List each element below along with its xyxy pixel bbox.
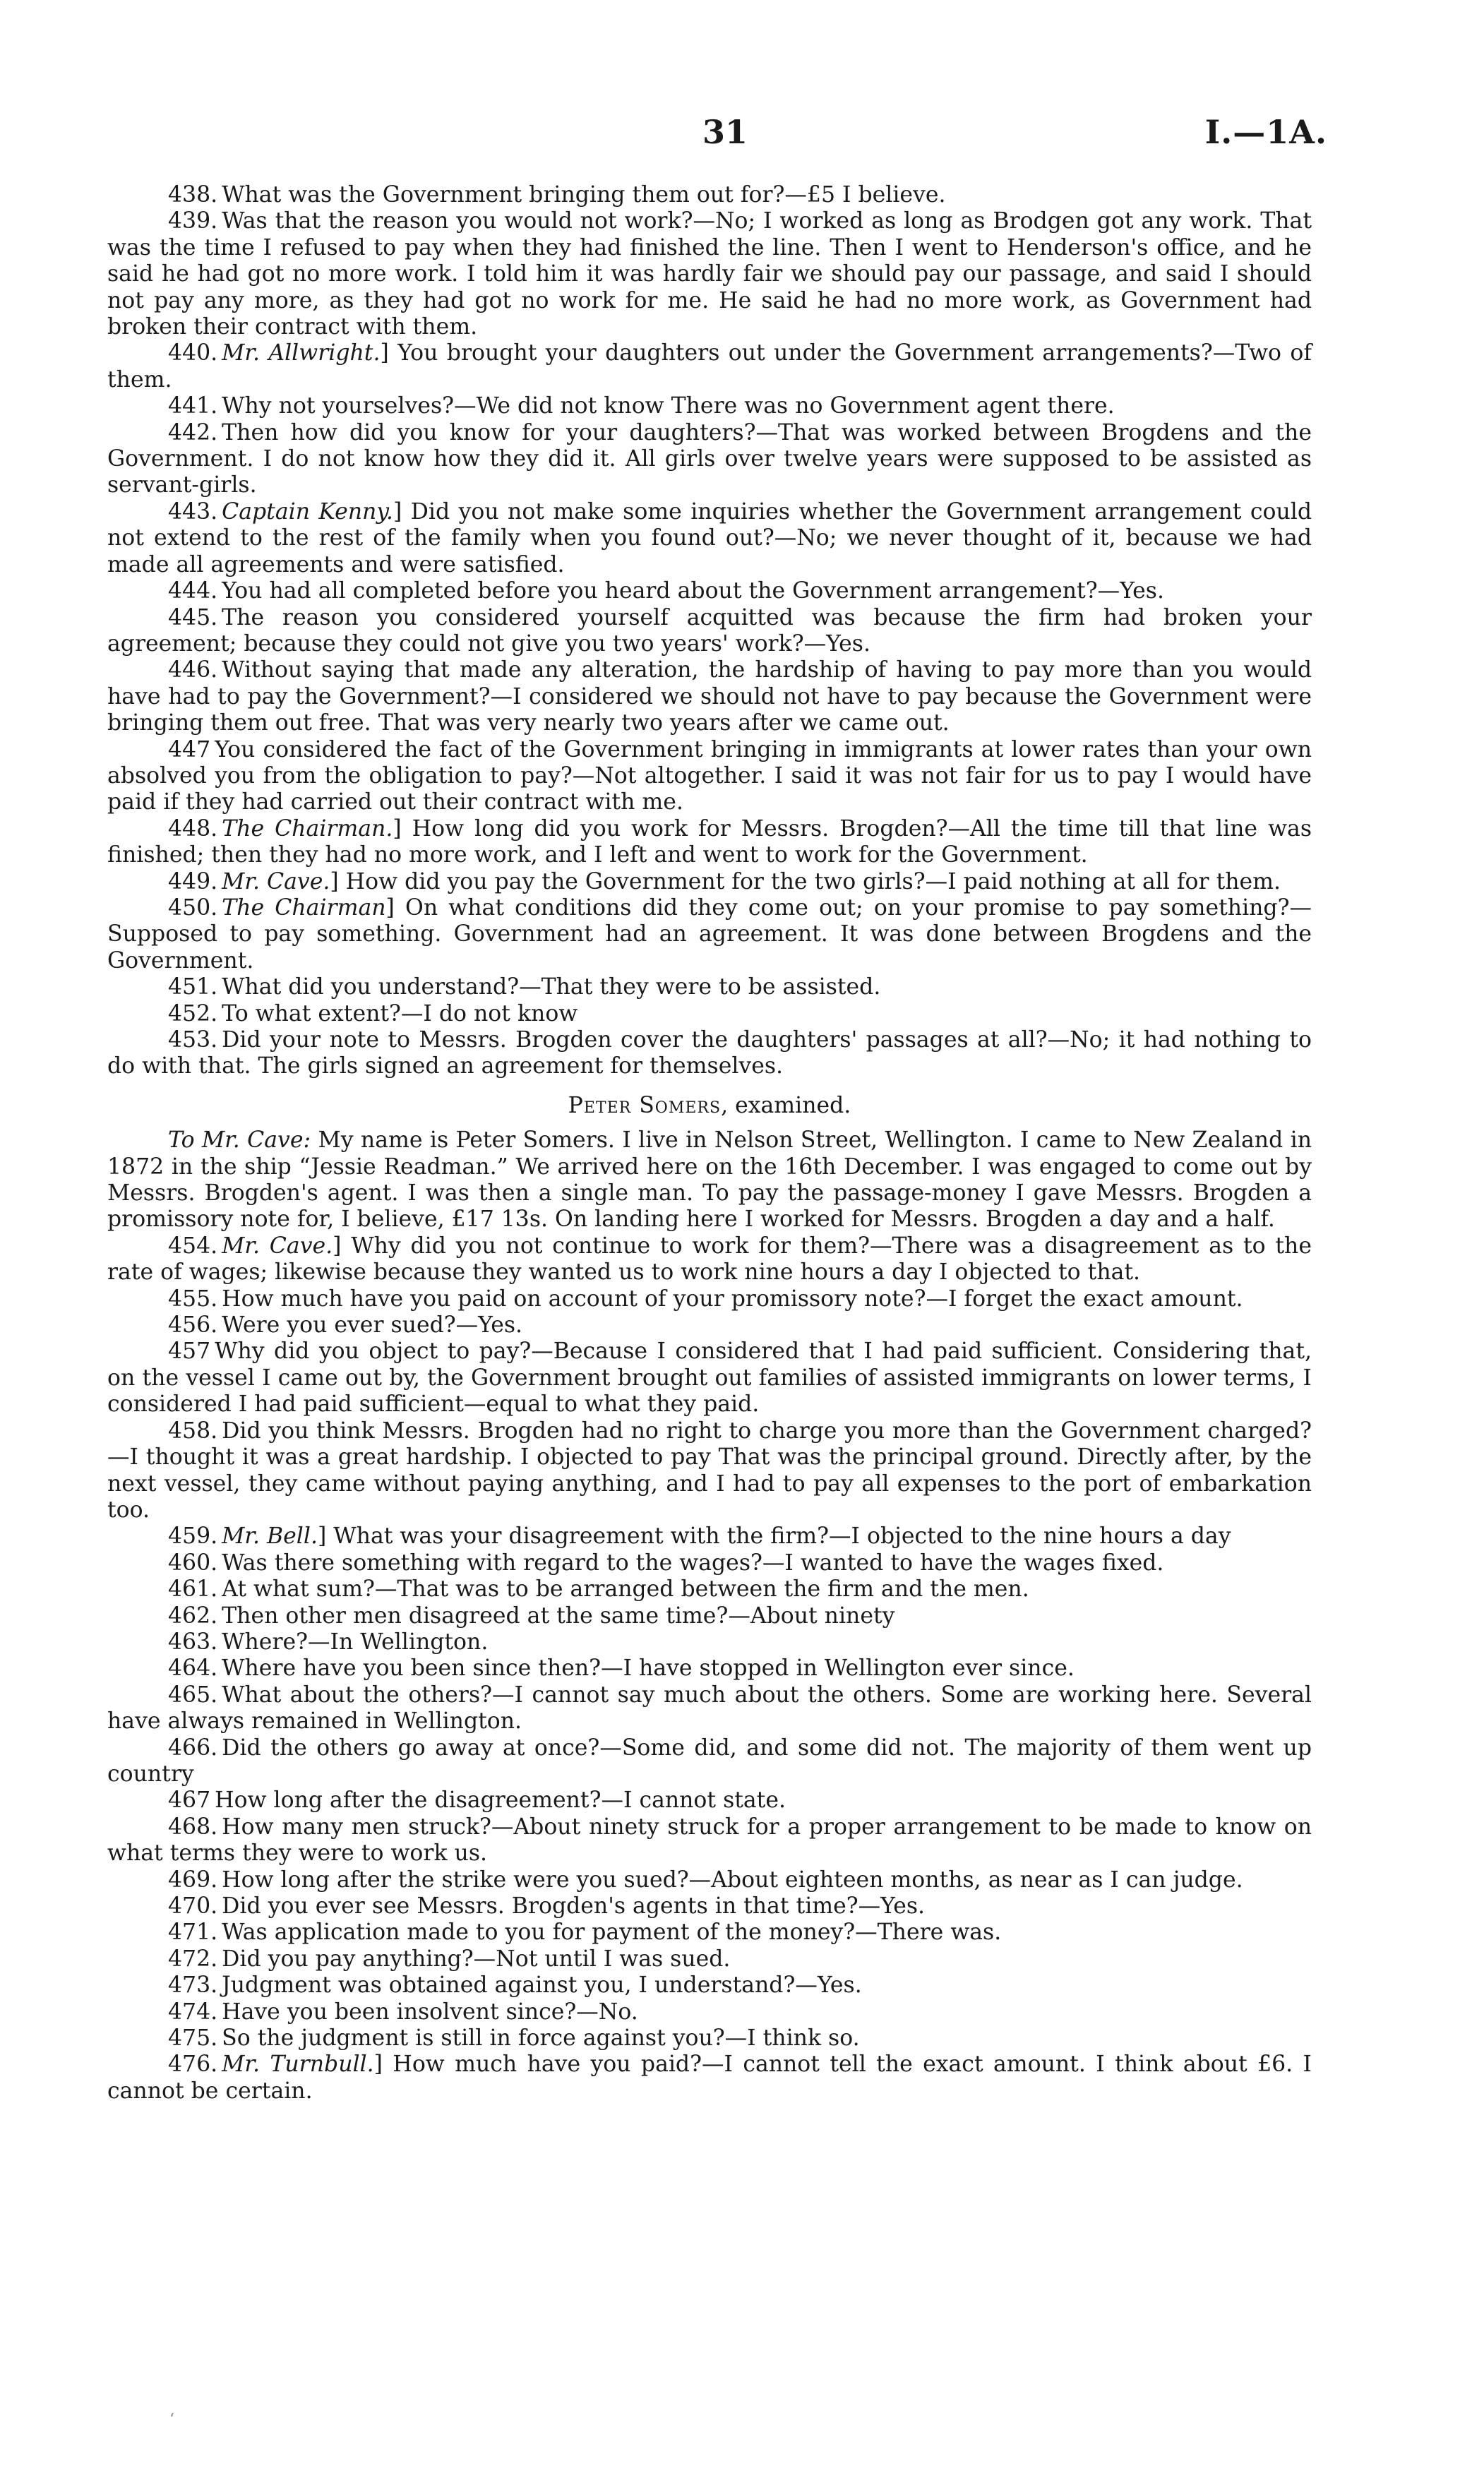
question-number: 462. xyxy=(168,1603,218,1629)
question-text: How long after the strike were you sued?—About eighteen months, as near as I can judge. xyxy=(222,1867,1243,1893)
question-number: 440. xyxy=(168,340,218,366)
question-number: 438. xyxy=(168,182,218,208)
question-number: 455. xyxy=(168,1286,218,1312)
question-paragraph: 450. The Chairman] On what conditions did they come out; on your promise to pay something?—Supposed to pay something. Government had an agreement. It was done between Brogdens and the Government. xyxy=(107,894,1312,974)
question-number: 447 xyxy=(168,736,211,762)
question-paragraph xyxy=(107,1867,1312,1893)
question-text: Were you ever sued?—Yes. xyxy=(222,1312,523,1339)
questions-block-2 xyxy=(107,1233,1312,2104)
question-paragraph xyxy=(107,657,1312,736)
question-number: 476. xyxy=(168,2052,218,2078)
question-number: 464. xyxy=(168,1655,218,1682)
question-paragraph: 449. Mr. Cave.] How did you pay the Government for the two girls?—I paid nothing at all for them. xyxy=(168,868,1281,894)
question-text: What was the Government bringing them out for?—£5 I believe. xyxy=(222,182,946,208)
question-text: Why did you not continue to work for them?—There was a disagreement as to the rate of wages; likewise because they wanted us to work nine hours a day I objected to that. xyxy=(107,1233,1312,1286)
question-number: 454. xyxy=(168,1233,218,1259)
question-paragraph xyxy=(107,1001,1312,1027)
question-paragraph xyxy=(107,2025,1312,2052)
question-text: How did you pay the Government for the two girls?—I paid nothing at all for them. xyxy=(345,868,1281,894)
question-text: Where?—In Wellington. xyxy=(222,1629,489,1655)
question-paragraph xyxy=(107,1418,1312,1524)
questioner-name: Mr. Allwright. xyxy=(222,340,381,366)
question-paragraph xyxy=(107,1027,1312,1080)
question-text: On what conditions did they come out; on your promise to pay something?—Supposed to pay something. Government had an agreement. It was done between Brogdens and the Government. xyxy=(107,894,1312,974)
page-number: 31 xyxy=(702,113,748,151)
series-reference: I.—1A. xyxy=(1204,113,1327,151)
questioner-name: The Chairman. xyxy=(222,815,393,842)
question-text: Did you not make some inquiries whether the Government arrangement could not extend to the rest of the family when you found out?—No; we never thought of it, because we had made all agreements and were satisfied. xyxy=(107,498,1312,577)
question-text: To what extent?—I do not know xyxy=(222,1000,578,1026)
question-paragraph xyxy=(107,182,1312,208)
question-paragraph xyxy=(107,1603,1312,1629)
questioner-name: Mr. Turnbull. xyxy=(222,2052,374,2078)
questioner-name: Mr. Cave. xyxy=(222,1233,333,1259)
question-paragraph xyxy=(107,578,1312,604)
question-text: Where have you been since then?—I have stopped in Wellington ever since. xyxy=(222,1655,1075,1682)
question-paragraph xyxy=(107,1946,1312,1972)
question-paragraph xyxy=(107,974,1312,1000)
question-paragraph xyxy=(107,208,1312,340)
question-text: How long after the disagreement?—I cannot state. xyxy=(215,1788,786,1814)
question-number: 439. xyxy=(168,208,218,234)
question-paragraph xyxy=(107,1550,1312,1576)
question-number: 451. xyxy=(168,974,218,1000)
question-paragraph xyxy=(107,1920,1312,1946)
question-text: How much have you paid on account of your promissory note?—I forget the exact amount. xyxy=(222,1286,1243,1312)
question-number: 444. xyxy=(168,578,218,604)
question-number: 466. xyxy=(168,1735,218,1761)
question-number: 468. xyxy=(168,1814,218,1840)
question-text: Did you pay anything?—Not until I was sued. xyxy=(222,1946,731,1972)
question-text: How much have you paid?—I cannot tell the exact amount. I think about £6. I cannot be certain. xyxy=(107,2052,1312,2104)
question-text: So the judgment is still in force against you?—I think so. xyxy=(222,2025,860,2052)
question-paragraph xyxy=(107,1972,1312,1999)
question-text: Was there something with regard to the wages?—I wanted to have the wages fixed. xyxy=(222,1550,1164,1576)
question-paragraph xyxy=(107,1286,1312,1312)
question-paragraph xyxy=(107,1814,1312,1867)
question-number: 467 xyxy=(168,1788,211,1814)
statement-text: My name is Peter Somers. I live in Nelson Street, Wellington. I came to New Zealand in 1872 in the ship “Jessie Readman.” We arrived here on the 16th December. I was engaged to come out by Messrs. Brogden's agent. I was then a single man. To pay the passage-money I gave Messrs. Brogden a promissory note for, I believe, £17 13s. On landing here I worked for Messrs. Brogden a day and a half. xyxy=(107,1127,1312,1233)
question-paragraph: 454. Mr. Cave.] Why did you not continue to work for them?—There was a disagreement as to the rate of wages; likewise because they wanted us to work nine hours a day I objected to that. xyxy=(107,1233,1312,1286)
question-number: 443. xyxy=(168,498,218,525)
question-text: Then other men disagreed at the same time?—About ninety xyxy=(222,1603,895,1629)
question-text: Did the others go away at once?—Some did, and some did not. The majority of them went up country xyxy=(107,1735,1312,1787)
statement-addressee: To Mr. Cave: xyxy=(168,1127,311,1154)
question-number: 453. xyxy=(168,1027,218,1053)
question-number: 472. xyxy=(168,1946,218,1972)
question-text: What was your disagreement with the firm?—I objected to the nine hours a day xyxy=(333,1523,1231,1550)
evidence-body xyxy=(107,182,1312,2104)
question-number: 459. xyxy=(168,1523,218,1550)
question-number: 448. xyxy=(168,815,218,842)
witness-statement xyxy=(107,1127,1312,1233)
question-text: You had all completed before you heard about the Government arrangement?—Yes. xyxy=(222,578,1164,604)
question-text: What about the others?—I cannot say much about the others. Some are working here. Several have always remained in Wellington. xyxy=(107,1682,1312,1735)
question-paragraph xyxy=(107,1788,1312,1814)
witness-name: Peter Somers xyxy=(568,1092,722,1118)
question-number: 457 xyxy=(168,1339,211,1365)
question-number: 475. xyxy=(168,2025,218,2052)
question-number: 474. xyxy=(168,1999,218,2025)
question-number: 469. xyxy=(168,1867,218,1893)
question-paragraph: 443. Captain Kenny.] Did you not make some inquiries whether the Government arrangement could not extend to the rest of the family when you found out?—No; we never thought of it, because we had made all agreements and were satisfied. xyxy=(107,498,1312,577)
question-number: 446. xyxy=(168,657,218,683)
question-paragraph xyxy=(107,737,1312,816)
question-paragraph xyxy=(107,1576,1312,1603)
question-text: You brought your daughters out under the Government arrangements?—Two of them. xyxy=(107,340,1312,393)
witness-heading-suffix: , examined. xyxy=(721,1092,851,1118)
question-number: 471. xyxy=(168,1920,218,1946)
question-paragraph: 476. Mr. Turnbull.] How much have you paid?—I cannot tell the exact amount. I think about £6. I cannot be certain. xyxy=(107,2052,1312,2104)
question-paragraph xyxy=(107,605,1312,658)
question-text: How many men struck?—About ninety struck for a proper arrangement to be made to know on what terms they were to work us. xyxy=(107,1814,1312,1867)
question-number: 441. xyxy=(168,393,218,419)
question-text: Did you think Messrs. Brogden had no right to charge you more than the Government charged?—I thought it was a great hardship. I objected to pay That was the principal ground. Directly after, by the next vessel, they came without paying anything, and I had to pay all expenses to the port of embarkation too. xyxy=(107,1418,1312,1523)
question-text: Have you been insolvent since?—No. xyxy=(222,1999,638,2025)
question-text: You considered the fact of the Government bringing in immigrants at lower rates than your own absolved you from the obligation to pay?—Not altogether. I said it was not fair for us to pay I would have paid if they had carried out their contract with me. xyxy=(107,736,1312,815)
question-paragraph: 459. Mr. Bell.] What was your disagreement with the firm?—I objected to the nine hours a day xyxy=(168,1523,1231,1550)
question-paragraph xyxy=(107,420,1312,499)
question-number: 445. xyxy=(168,604,218,630)
question-number: 449. xyxy=(168,868,218,894)
question-text: Was that the reason you would not work?—No; I worked as long as Brodgen got any work. That was the time I refused to pay when they had finished the line. Then I went to Henderson's office, and he said he had got no more work. I told him it was hardly fair we should pay our passage, and said I should not pay any more, as they had got no work for me. He said he had no more work, as Government had broken their contract with them. xyxy=(107,208,1312,340)
question-paragraph xyxy=(107,1893,1312,1920)
question-paragraph xyxy=(107,393,1312,419)
question-text: Did you ever see Messrs. Brogden's agents in that time?—Yes. xyxy=(222,1893,926,1919)
question-number: 458. xyxy=(168,1418,218,1444)
question-paragraph: 448. The Chairman.] How long did you work for Messrs. Brogden?—All the time till that line was finished; then they had no more work, and I left and went to work for the Government. xyxy=(107,815,1312,868)
question-text: Was application made to you for payment of the money?—There was. xyxy=(222,1920,1002,1946)
question-number: 450. xyxy=(168,894,218,921)
question-paragraph xyxy=(107,1629,1312,1655)
question-paragraph xyxy=(107,1999,1312,2025)
question-number: 461. xyxy=(168,1576,218,1603)
question-text: Why did you object to pay?—Because I considered that I had paid sufficient. Considering that, on the vessel I came out by, the Government brought out families of assisted immigrants on lower terms, I considered I had paid sufficient—equal to what they paid. xyxy=(107,1339,1312,1418)
questioner-name: Mr. Cave. xyxy=(222,868,330,894)
question-number: 465. xyxy=(168,1682,218,1708)
question-number: 473. xyxy=(168,1972,218,1999)
question-text: The reason you considered yourself acquitted was because the firm had broken your agreement; because they could not give you two years' work?—Yes. xyxy=(107,604,1312,657)
question-text: At what sum?—That was to be arranged between the firm and the men. xyxy=(222,1576,1029,1603)
question-text: Without saying that made any alteration, the hardship of having to pay more than you would have had to pay the Government?—I considered we should not have to pay because the Government were bringing them out free. That was very nearly two years after we came out. xyxy=(107,657,1312,736)
question-text: Judgment was obtained against you, I understand?—Yes. xyxy=(222,1972,862,1999)
question-paragraph xyxy=(107,1655,1312,1682)
questioner-name: The Chairman xyxy=(222,894,386,921)
question-number: 460. xyxy=(168,1550,218,1576)
questioner-name: Mr. Bell. xyxy=(222,1523,318,1550)
question-text: Did your note to Messrs. Brogden cover the daughters' passages at all?—No; it had nothing to do with that. The girls signed an agreement for themselves. xyxy=(107,1027,1312,1079)
question-text: What did you understand?—That they were to be assisted. xyxy=(222,974,881,1000)
question-number: 442. xyxy=(168,419,218,445)
question-paragraph: 440. Mr. Allwright.] You brought your daughters out under the Government arrangements?—Two of them. xyxy=(107,340,1312,393)
print-speck: ʻ xyxy=(169,2411,174,2429)
question-paragraph xyxy=(107,1735,1312,1788)
page-header xyxy=(0,113,1484,155)
question-number: 456. xyxy=(168,1312,218,1339)
questioner-name: Captain Kenny. xyxy=(222,498,393,525)
question-text: How long did you work for Messrs. Brogden?—All the time till that line was finished; then they had no more work, and I left and went to work for the Government. xyxy=(107,815,1312,868)
question-paragraph xyxy=(107,1312,1312,1339)
question-number: 452. xyxy=(168,1000,218,1026)
question-paragraph xyxy=(107,1339,1312,1418)
question-number: 463. xyxy=(168,1629,218,1655)
questions-block-1 xyxy=(107,182,1312,1080)
question-paragraph xyxy=(107,1682,1312,1735)
question-number: 470. xyxy=(168,1893,218,1919)
question-text: Then how did you know for your daughters?—That was worked between Brogdens and the Government. I do not know how they did it. All girls over twelve years were supposed to be assisted as servant-girls. xyxy=(107,419,1312,498)
witness-heading xyxy=(107,1093,1312,1119)
question-text: Why not yourselves?—We did not know There was no Government agent there. xyxy=(222,393,1115,419)
